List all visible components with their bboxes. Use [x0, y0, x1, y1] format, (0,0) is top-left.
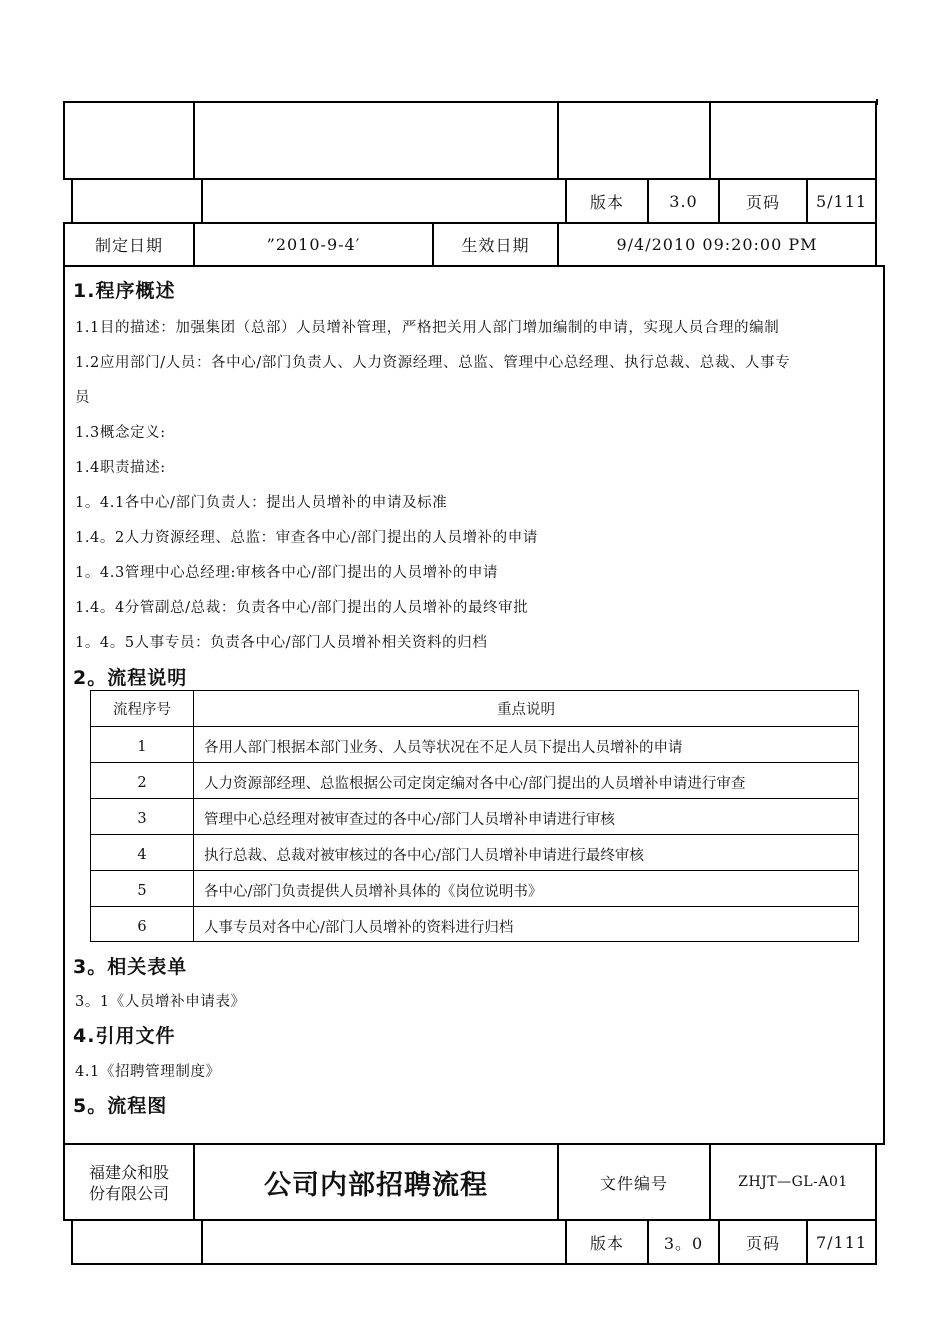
section1-line: 1.4职责描述:: [75, 460, 166, 476]
table-cell-description: 人事专员对各中心/部门人员增补的资料进行归档: [204, 920, 514, 936]
table-cell-description: 各中心/部门负责提供人员增补具体的《岗位说明书》: [204, 884, 543, 900]
effective-date-value: 9/4/2010 09:20:00 PM: [616, 235, 818, 254]
table-cell-step: 1: [137, 738, 147, 755]
section3-line: 3。1《人员增补申请表》: [75, 994, 246, 1010]
effective-date-label: 生效日期: [461, 236, 530, 255]
section1-line: 1。4.1各中心/部门负责人：提出人员增补的申请及标准: [75, 495, 448, 511]
footer-version-value: 3。0: [663, 1233, 704, 1253]
section1-line: 1.2应用部门/人员：各中心/部门负责人、人力资源经理、总监、管理中心总经理、执行总裁、总裁、人事专: [75, 355, 791, 371]
section1-line: 1。4。5人事专员：负责各中心/部门人员增补相关资料的归档: [75, 635, 488, 651]
footer-page-value: 7/111: [815, 1232, 868, 1252]
section1-line: 1.4。2人力资源经理、总监：审查各中心/部门提出的人员增补的申请: [75, 530, 538, 546]
section4-heading: 4.引用文件: [73, 1025, 176, 1047]
section1-line: 1.1目的描述：加强集团（总部）人员增补管理，严格把关用人部门增加编制的申请，实现人员合理的编制: [75, 320, 780, 336]
section3-heading: 3。相关表单: [73, 956, 188, 978]
section1-line: 1。4.3管理中心总经理:审核各中心/部门提出的人员增补的申请: [75, 565, 499, 581]
table-cell-description: 人力资源部经理、总监根据公司定岗定编对各中心/部门提出的人员增补申请进行审查: [204, 776, 746, 792]
table-cell-description: 管理中心总经理对被审查过的各中心/部门人员增补申请进行审核: [204, 812, 615, 828]
body-left-border: [63, 265, 65, 1145]
section1-line: 1.4。4分管副总/总裁：负责各中心/部门提出的人员增补的最终审批: [75, 600, 529, 616]
made-date-value: ”2010-9-4′: [266, 235, 361, 254]
table-cell-description: 各用人部门根据本部门业务、人员等状况在不足人员下提出人员增补的申请: [204, 740, 683, 756]
doc-title: 公司内部招聘流程: [264, 1169, 488, 1201]
section4-line: 4.1《招聘管理制度》: [75, 1064, 221, 1080]
table-header-description: 重点说明: [497, 702, 555, 718]
footer-version-label: 版本: [589, 1233, 624, 1253]
body-right-border: [883, 265, 885, 1145]
company-name-line2: 份有限公司: [88, 1183, 169, 1203]
doc-no-label: 文件编号: [599, 1173, 668, 1193]
table-cell-step: 3: [137, 810, 147, 827]
version-label: 版本: [589, 192, 624, 212]
page-value: 5/111: [815, 191, 868, 211]
table-cell-description: 执行总裁、总裁对被审核过的各中心/部门人员增补申请进行最终审核: [204, 848, 644, 864]
footer-page-label: 页码: [745, 1233, 780, 1253]
company-name-line1: 福建众和股: [88, 1162, 169, 1182]
table-header-step: 流程序号: [113, 702, 171, 718]
table-cell-step: 6: [137, 918, 147, 935]
page-label: 页码: [745, 192, 780, 212]
doc-no-value: ZHJT—GL-A01: [738, 1174, 848, 1190]
section2-heading: 2。流程说明: [73, 667, 188, 689]
table-cell-step: 4: [137, 846, 147, 863]
section1-heading: 1.程序概述: [73, 280, 176, 302]
section1-line: 1.3概念定义:: [75, 425, 166, 441]
version-value: 3.0: [669, 191, 698, 211]
section1-line: 员: [75, 390, 91, 406]
table-cell-step: 2: [137, 774, 147, 791]
section5-heading: 5。流程图: [73, 1095, 168, 1117]
made-date-label: 制定日期: [94, 236, 163, 255]
table-cell-step: 5: [137, 882, 147, 899]
